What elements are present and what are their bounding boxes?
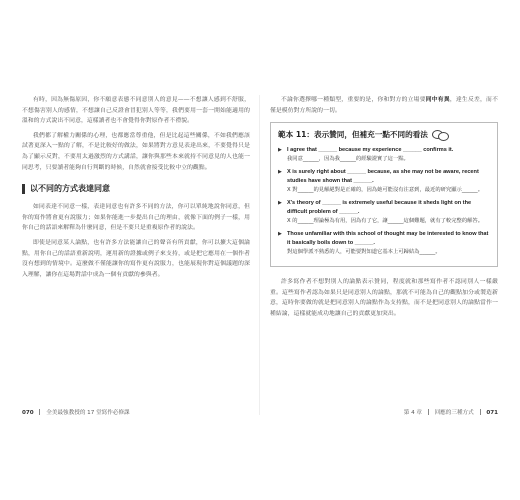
speech-bubbles-icon: [432, 130, 449, 140]
template-item: [278, 168, 490, 195]
right-page-number: 071: [486, 410, 498, 416]
template-box-header: [278, 129, 490, 140]
arrow-icon: ▶: [278, 200, 282, 207]
template-item: [278, 230, 490, 257]
template-box: [270, 122, 498, 267]
section-paragraph-1: 如同表達不同意一樣，表達同意也有許多不同的方法，你可以單純地說你同意，但你的寫作將會更有說服力；如果你能進一步提出自己的理由，就像下面的例子一樣，用你自己的話語來解釋為什麼同意，但是不要只是重複原作者的說法。: [22, 204, 250, 232]
chapter-title: 回應的三種方式: [434, 410, 474, 416]
template-item: [278, 199, 490, 226]
left-page: [22, 95, 250, 415]
template-english: X is surely right about ______ because, as she may not be aware, recent studies have shown that ______.: [287, 169, 479, 185]
intro-text: 不論你選擇哪一種類型，重要的是，你和對方的立場要同中有異，達生反差，而不僅是模仿對方所說的一切。: [270, 97, 498, 114]
footer-divider: [480, 409, 481, 415]
intro-highlight: 同中有異: [425, 97, 450, 103]
section-title: 以不同的方式表達同意: [30, 184, 110, 194]
left-page-number: 070: [22, 410, 34, 416]
template-english: X's theory of ______ is extremely useful because it sheds light on the difficult problem of ______.: [287, 200, 472, 216]
section-heading: [22, 183, 250, 194]
template-english: I agree that ______ because my experience ______ confirms it.: [287, 147, 454, 154]
arrow-icon: ▶: [278, 147, 282, 154]
gutter: [259, 95, 260, 415]
template-chinese: 我同意______，因為我______的經驗證實了這一點。: [287, 156, 409, 163]
left-paragraph-1: 有時，因為無傷原因，你不願意表態不同意別人的意見——不想讓人感到不舒服，不想傷害別人的感情，不想讓自己反證會冒犯別人等等，我們要用一套一開始能適用的溫和的方式說出不同意，這樣讀者也不會覺得你對原作者不禮貌。: [22, 97, 250, 125]
left-paragraph-2: 我們都了解權力關係的心理，也都應當尊重他，但是比起這些關係，不如我們應該試著更深入一點的了解，不是比較好的做法，如果將對方意見表達出來，不要覺得只是為了顯示反對，不要用太過激烈的方式講話，讓你與那些本來就持不同意見的人也能一同思考，只要讀者能夠自行判斷的時候，自然就會接受比較中立的觀點。: [22, 132, 250, 171]
left-running-head: 全美最強教授的 17 堂寫作必修課: [46, 410, 130, 416]
intro-paragraph: [270, 95, 498, 116]
right-footer: [404, 408, 498, 416]
template-item: [278, 146, 490, 164]
template-chinese: 對這個學派不熟悉的人，可能要對知道它基本上可歸結為______。: [287, 249, 441, 256]
section-marker: [22, 184, 25, 194]
footer-divider: [39, 409, 40, 415]
arrow-icon: ▶: [278, 169, 282, 176]
right-page: [270, 95, 498, 415]
left-footer: [22, 408, 130, 416]
template-chinese: X 的______理論極為有用，因為有了它，讓______這個難題，就有了較完整的解答。: [287, 218, 484, 225]
closing-paragraph: 許多寫作者不想對別人的論點表示贊同，程度就和那些寫作者不認同別人一樣嚴重。這些寫作者認為如果只是同意別人的論點，那就不可能為自己的觀點加分或製造新意，這時你要做的就是把同意別人的論點作為支持點，而不是把同意別人的論點當作一種結論，這樣就能成功地讓自己的貢獻更加突出。: [270, 279, 498, 317]
template-english: Those unfamiliar with this school of thought may be interested to know that it basically boils down to ______.: [287, 231, 489, 247]
section-paragraph-2: 即使是同意某人論點，也有許多方法能讓自己的聲音有所貢獻，你可以擴大這個論點，用你自己的話語重新說明，運用新的證據或例子來支持，或是把它應用在一個作者沒有想到的情境中。這麼做不僅能讓你的寫作更有說服力，也能展現你對這個議題的深入理解，讓你在這場對話中成為一個有貢獻的參與者。: [22, 239, 250, 278]
chapter-label: 第 4 章: [403, 410, 423, 416]
book-spread: [22, 95, 498, 415]
arrow-icon: ▶: [278, 231, 282, 238]
template-chinese: X 對______的見解絕對是正確的，因為她可能沒有注意到，最近的研究顯示______。: [287, 187, 484, 194]
template-box-title: 範本 11：表示贊同，但補充一點不同的看法: [278, 130, 428, 140]
footer-divider: [428, 409, 429, 415]
